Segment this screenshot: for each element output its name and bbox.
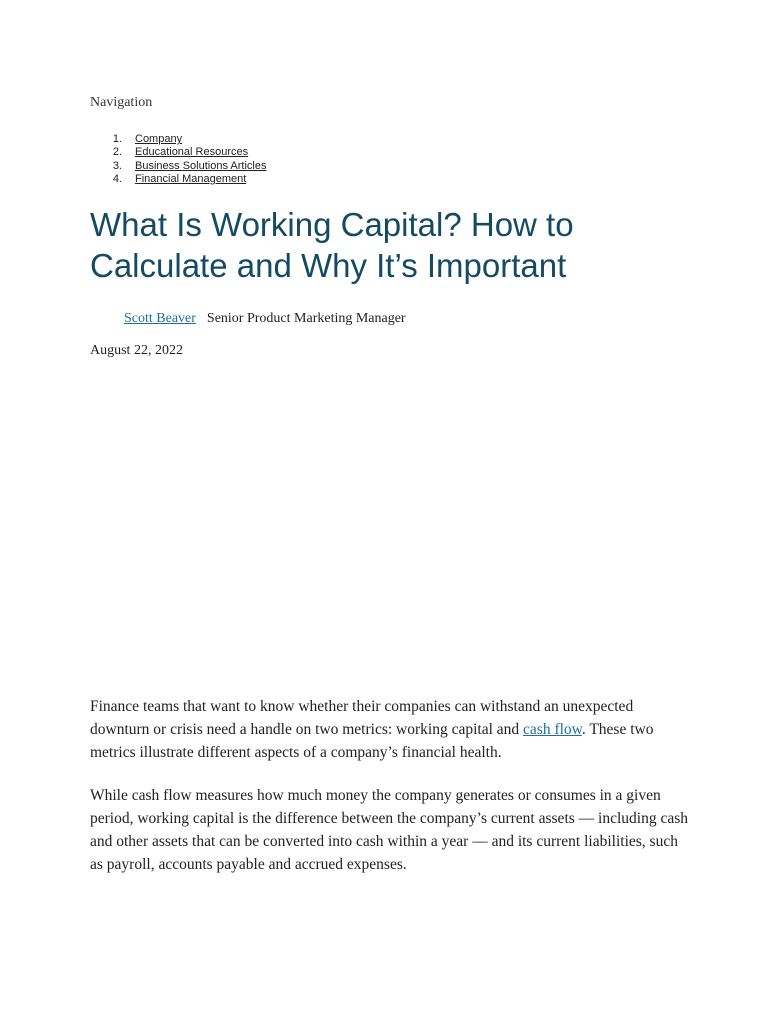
breadcrumb-link-educational-resources[interactable]: Educational Resources — [135, 146, 249, 159]
navigation-label: Navigation — [90, 95, 153, 110]
breadcrumb-item-financial-management — [90, 173, 266, 186]
author-byline — [124, 311, 406, 327]
paragraph-text: Finance teams that want to know whether their companies can withstand an unexpected downturn or crisis need a handle on two metrics: working capital and — [90, 698, 634, 738]
article-paragraph-1 — [90, 695, 690, 764]
breadcrumb-link-business-solutions-articles[interactable]: Business Solutions Articles — [135, 159, 267, 172]
article-title-line-1: What Is Working Capital? How to — [90, 206, 574, 243]
article-paragraph-2: While cash flow measures how much money the company generates or consumes in a given period, working capital is the difference between the company’s current assets — including cash and other assets that can be converted into cash within a year — and its current liabilities, such as payroll, accounts payable and accrued expenses. — [90, 787, 688, 873]
paragraph-text: . These two metrics illustrate different aspects of a company’s financial health. — [90, 721, 654, 761]
breadcrumb-item-educational-resources — [90, 146, 266, 159]
breadcrumb-number: 4. — [112, 172, 122, 185]
article-body — [90, 695, 690, 896]
breadcrumb-item-company — [90, 133, 266, 146]
breadcrumb-number: 3. — [112, 159, 122, 172]
breadcrumb — [90, 133, 266, 186]
breadcrumb-number: 1. — [112, 133, 122, 145]
breadcrumb-link-company[interactable]: Company — [135, 133, 183, 145]
breadcrumb-item-business-solutions-articles — [90, 160, 266, 173]
article-title — [90, 204, 690, 286]
publish-date: August 22, 2022 — [90, 343, 183, 358]
cash-flow-link[interactable]: cash flow — [523, 721, 582, 738]
article-title-line-2: Calculate and Why It’s Important — [90, 247, 567, 284]
breadcrumb-link-financial-management[interactable]: Financial Management — [135, 172, 247, 185]
breadcrumb-number: 2. — [112, 146, 122, 159]
author-name-link[interactable]: Scott Beaver — [124, 311, 196, 326]
author-role: Senior Product Marketing Manager — [206, 311, 406, 326]
